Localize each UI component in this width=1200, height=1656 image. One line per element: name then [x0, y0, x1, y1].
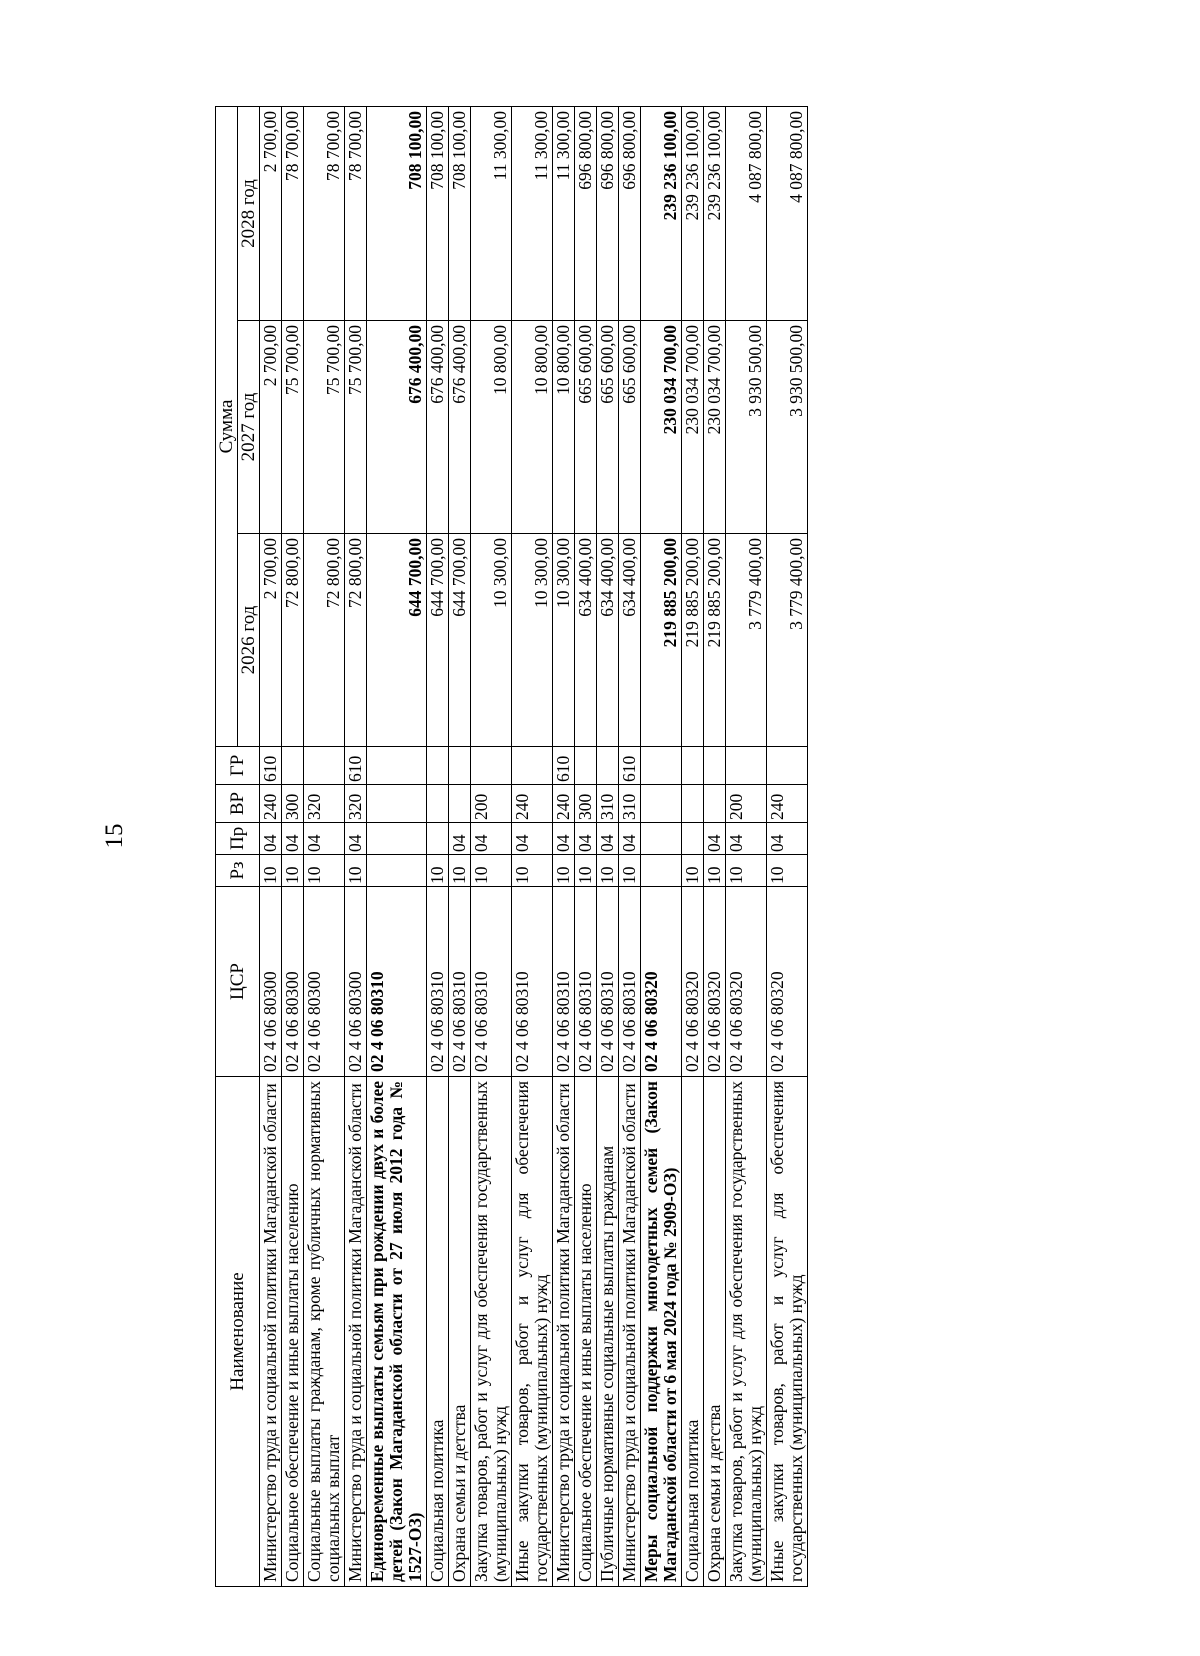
cell-2028: 78 700,00	[345, 107, 367, 321]
header-year-2028: 2028 год	[238, 107, 260, 321]
header-name: Наименование	[216, 1077, 260, 1587]
cell-gr	[449, 747, 471, 785]
cell-csr: 02 4 06 80310	[471, 887, 512, 1077]
header-year-2027: 2027 год	[238, 321, 260, 534]
cell-vr: 300	[575, 785, 597, 823]
cell-rz: 10	[471, 855, 512, 887]
cell-2027: 75 700,00	[282, 321, 304, 534]
cell-csr: 02 4 06 80300	[304, 887, 345, 1077]
cell-csr: 02 4 06 80320	[641, 887, 682, 1077]
cell-csr: 02 4 06 80310	[619, 887, 641, 1077]
cell-name: Иные закупки товаров, работ и услуг для обеспечения государственных (муниципальных) нужд	[512, 1077, 553, 1587]
cell-name: Министерство труда и социальной политики Магаданской области	[619, 1077, 641, 1587]
cell-2028: 2 700,00	[260, 107, 282, 321]
cell-2027: 676 400,00	[449, 321, 471, 534]
cell-vr: 310	[619, 785, 641, 823]
cell-2026: 2 700,00	[260, 534, 282, 747]
table-row	[471, 107, 512, 1587]
cell-2028: 78 700,00	[282, 107, 304, 321]
cell-2026: 10 300,00	[553, 534, 575, 747]
cell-name: Иные закупки товаров, работ и услуг для обеспечения государственных (муниципальных) нужд	[767, 1077, 808, 1587]
cell-2026: 644 700,00	[449, 534, 471, 747]
cell-2027: 230 034 700,00	[704, 321, 726, 534]
cell-gr	[282, 747, 304, 785]
cell-vr	[682, 785, 704, 823]
header-year-2026: 2026 год	[238, 534, 260, 747]
cell-pr: 04	[597, 823, 619, 855]
header-row	[216, 107, 238, 1587]
cell-gr	[471, 747, 512, 785]
cell-gr: 610	[260, 747, 282, 785]
cell-pr: 04	[619, 823, 641, 855]
cell-vr	[641, 785, 682, 823]
cell-pr: 04	[304, 823, 345, 855]
cell-2028: 11 300,00	[471, 107, 512, 321]
cell-2026: 72 800,00	[304, 534, 345, 747]
cell-2027: 665 600,00	[597, 321, 619, 534]
cell-gr	[367, 747, 427, 785]
cell-2027: 665 600,00	[619, 321, 641, 534]
cell-2027: 676 400,00	[367, 321, 427, 534]
cell-rz	[367, 855, 427, 887]
cell-gr	[304, 747, 345, 785]
cell-rz: 10	[704, 855, 726, 887]
cell-pr	[682, 823, 704, 855]
cell-2028: 696 800,00	[597, 107, 619, 321]
cell-rz: 10	[726, 855, 767, 887]
cell-gr	[427, 747, 449, 785]
table-row	[553, 107, 575, 1587]
table-row	[260, 107, 282, 1587]
cell-2028: 239 236 100,00	[682, 107, 704, 321]
cell-2026: 72 800,00	[345, 534, 367, 747]
cell-name: Охрана семьи и детства	[704, 1077, 726, 1587]
cell-gr: 610	[345, 747, 367, 785]
cell-pr: 04	[553, 823, 575, 855]
cell-csr: 02 4 06 80310	[553, 887, 575, 1077]
cell-2026: 644 700,00	[427, 534, 449, 747]
cell-2027: 3 930 500,00	[726, 321, 767, 534]
cell-pr: 04	[345, 823, 367, 855]
cell-name: Закупка товаров, работ и услуг для обеспечения государственных (муниципальных) нужд	[471, 1077, 512, 1587]
table-row	[726, 107, 767, 1587]
cell-pr: 04	[449, 823, 471, 855]
cell-pr: 04	[704, 823, 726, 855]
cell-csr: 02 4 06 80310	[597, 887, 619, 1077]
cell-name: Социальное обеспечение и иные выплаты населению	[575, 1077, 597, 1587]
cell-2028: 708 100,00	[367, 107, 427, 321]
cell-name: Социальные выплаты гражданам, кроме публичных нормативных социальных выплат	[304, 1077, 345, 1587]
cell-name: Охрана семьи и детства	[449, 1077, 471, 1587]
cell-name: Министерство труда и социальной политики Магаданской области	[260, 1077, 282, 1587]
cell-csr: 02 4 06 80320	[682, 887, 704, 1077]
cell-2027: 665 600,00	[575, 321, 597, 534]
cell-name: Министерство труда и социальной политики Магаданской области	[345, 1077, 367, 1587]
cell-vr: 300	[282, 785, 304, 823]
cell-vr: 310	[597, 785, 619, 823]
cell-2027: 3 930 500,00	[767, 321, 808, 534]
cell-csr: 02 4 06 80320	[726, 887, 767, 1077]
cell-gr	[575, 747, 597, 785]
cell-name: Социальное обеспечение и иные выплаты населению	[282, 1077, 304, 1587]
header-rz: Рз	[216, 855, 260, 887]
cell-pr	[427, 823, 449, 855]
cell-2026: 219 885 200,00	[704, 534, 726, 747]
cell-pr: 04	[471, 823, 512, 855]
cell-csr: 02 4 06 80310	[449, 887, 471, 1077]
cell-rz: 10	[449, 855, 471, 887]
cell-gr	[704, 747, 726, 785]
cell-csr: 02 4 06 80300	[345, 887, 367, 1077]
cell-2028: 239 236 100,00	[641, 107, 682, 321]
cell-rz: 10	[304, 855, 345, 887]
cell-csr: 02 4 06 80320	[704, 887, 726, 1077]
cell-rz: 10	[512, 855, 553, 887]
budget-table	[215, 106, 808, 1587]
cell-2026: 219 885 200,00	[641, 534, 682, 747]
cell-name: Единовременные выплаты семьям при рождении двух и более детей (Закон Магаданской области от 27 июля 2012 года № 1527-ОЗ)	[367, 1077, 427, 1587]
cell-2028: 708 100,00	[449, 107, 471, 321]
cell-vr	[367, 785, 427, 823]
table-row	[282, 107, 304, 1587]
cell-vr: 240	[512, 785, 553, 823]
cell-vr: 240	[553, 785, 575, 823]
cell-vr: 240	[260, 785, 282, 823]
cell-rz: 10	[427, 855, 449, 887]
cell-rz: 10	[767, 855, 808, 887]
cell-csr: 02 4 06 80310	[367, 887, 427, 1077]
cell-2028: 708 100,00	[427, 107, 449, 321]
cell-2028: 696 800,00	[575, 107, 597, 321]
cell-name: Социальная политика	[682, 1077, 704, 1587]
cell-pr: 04	[575, 823, 597, 855]
table-row	[304, 107, 345, 1587]
header-vr: ВР	[216, 785, 260, 823]
cell-rz	[641, 855, 682, 887]
cell-2026: 644 700,00	[367, 534, 427, 747]
cell-csr: 02 4 06 80310	[575, 887, 597, 1077]
cell-2026: 634 400,00	[597, 534, 619, 747]
cell-gr	[512, 747, 553, 785]
table-row	[682, 107, 704, 1587]
cell-vr: 320	[304, 785, 345, 823]
cell-2027: 75 700,00	[345, 321, 367, 534]
cell-gr: 610	[619, 747, 641, 785]
cell-2027: 10 800,00	[512, 321, 553, 534]
table-row	[767, 107, 808, 1587]
cell-2028: 4 087 800,00	[767, 107, 808, 321]
cell-2026: 634 400,00	[575, 534, 597, 747]
cell-name: Публичные нормативные социальные выплаты гражданам	[597, 1077, 619, 1587]
rotated-table-container	[215, 107, 1070, 1587]
cell-2026: 72 800,00	[282, 534, 304, 747]
cell-gr	[641, 747, 682, 785]
cell-gr	[597, 747, 619, 785]
cell-2026: 3 779 400,00	[726, 534, 767, 747]
table-row	[641, 107, 682, 1587]
cell-name: Министерство труда и социальной политики Магаданской области	[553, 1077, 575, 1587]
cell-pr	[641, 823, 682, 855]
cell-2028: 239 236 100,00	[704, 107, 726, 321]
cell-vr	[704, 785, 726, 823]
table-row	[449, 107, 471, 1587]
cell-gr: 610	[553, 747, 575, 785]
cell-2027: 676 400,00	[427, 321, 449, 534]
cell-2026: 634 400,00	[619, 534, 641, 747]
cell-2026: 10 300,00	[471, 534, 512, 747]
table-row	[512, 107, 553, 1587]
cell-2027: 75 700,00	[304, 321, 345, 534]
cell-rz: 10	[282, 855, 304, 887]
cell-2027: 10 800,00	[553, 321, 575, 534]
cell-rz: 10	[619, 855, 641, 887]
cell-csr: 02 4 06 80310	[512, 887, 553, 1077]
cell-2028: 696 800,00	[619, 107, 641, 321]
cell-gr	[682, 747, 704, 785]
cell-2026: 3 779 400,00	[767, 534, 808, 747]
cell-pr: 04	[512, 823, 553, 855]
cell-2028: 4 087 800,00	[726, 107, 767, 321]
cell-csr: 02 4 06 80300	[260, 887, 282, 1077]
cell-vr	[427, 785, 449, 823]
cell-2028: 11 300,00	[553, 107, 575, 321]
table-row	[575, 107, 597, 1587]
cell-2026: 10 300,00	[512, 534, 553, 747]
table-body	[260, 107, 808, 1587]
cell-vr: 200	[471, 785, 512, 823]
header-gr: ГР	[216, 747, 260, 785]
cell-pr: 04	[282, 823, 304, 855]
cell-vr	[449, 785, 471, 823]
cell-2027: 230 034 700,00	[682, 321, 704, 534]
cell-rz: 10	[597, 855, 619, 887]
cell-gr	[767, 747, 808, 785]
table-row	[597, 107, 619, 1587]
cell-vr: 320	[345, 785, 367, 823]
cell-pr: 04	[767, 823, 808, 855]
cell-2027: 2 700,00	[260, 321, 282, 534]
cell-2028: 78 700,00	[304, 107, 345, 321]
table-row	[345, 107, 367, 1587]
cell-vr: 240	[767, 785, 808, 823]
cell-pr	[367, 823, 427, 855]
cell-name: Социальная политика	[427, 1077, 449, 1587]
cell-2026: 219 885 200,00	[682, 534, 704, 747]
cell-pr: 04	[726, 823, 767, 855]
cell-csr: 02 4 06 80310	[427, 887, 449, 1077]
header-csr: ЦСР	[216, 887, 260, 1077]
cell-2028: 11 300,00	[512, 107, 553, 321]
cell-csr: 02 4 06 80300	[282, 887, 304, 1077]
page-number: 15	[101, 823, 128, 849]
cell-vr: 200	[726, 785, 767, 823]
cell-2027: 230 034 700,00	[641, 321, 682, 534]
cell-rz: 10	[575, 855, 597, 887]
header-pr: Пр	[216, 823, 260, 855]
cell-rz: 10	[553, 855, 575, 887]
header-sum: Сумма	[216, 107, 238, 747]
cell-name: Меры социальной поддержки многодетных семей (Закон Магаданской области от 6 мая 2024 года № 2909-ОЗ)	[641, 1077, 682, 1587]
cell-name: Закупка товаров, работ и услуг для обеспечения государственных (муниципальных) нужд	[726, 1077, 767, 1587]
table-row	[427, 107, 449, 1587]
cell-gr	[726, 747, 767, 785]
cell-csr: 02 4 06 80320	[767, 887, 808, 1077]
cell-rz: 10	[345, 855, 367, 887]
cell-rz: 10	[682, 855, 704, 887]
table-row	[619, 107, 641, 1587]
cell-pr: 04	[260, 823, 282, 855]
table-row	[704, 107, 726, 1587]
table-row	[367, 107, 427, 1587]
cell-rz: 10	[260, 855, 282, 887]
cell-2027: 10 800,00	[471, 321, 512, 534]
